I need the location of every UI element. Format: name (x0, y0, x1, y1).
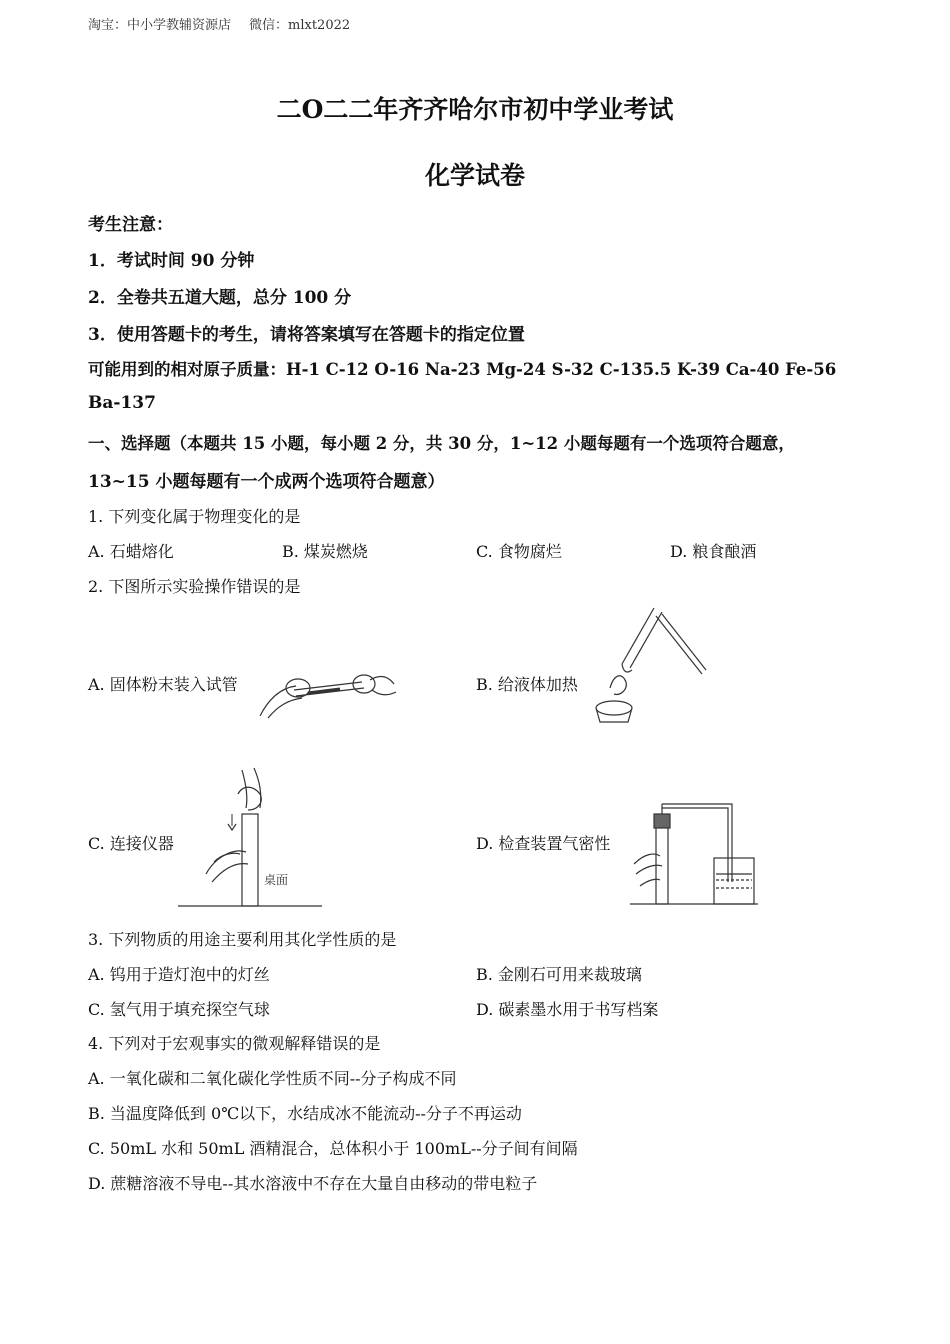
notice-heading: 考生注意： (88, 215, 173, 235)
q4-stem: 4. 下列对于宏观事实的微观解释错误的是 (88, 1034, 381, 1053)
q2-option-b: B. 给液体加热 (476, 675, 578, 694)
q1-option-c: C. 食物腐烂 (476, 542, 562, 561)
atomic-mass-line-2: Ba-137 (88, 393, 156, 413)
q2-option-a: A. 固体粉末装入试管 (88, 675, 238, 694)
q2-option-d: D. 检查装置气密性 (476, 834, 611, 853)
figure-powder-loading (258, 660, 398, 720)
header-wechat: 微信：mlxt2022 (249, 18, 351, 33)
q4-option-a: A. 一氧化碳和二氧化碳化学性质不同--分子构成不同 (88, 1069, 457, 1088)
q4-option-d: D. 蔗糖溶液不导电--其水溶液中不存在大量自由移动的带电粒子 (88, 1174, 538, 1193)
q1-option-b: B. 煤炭燃烧 (282, 542, 368, 561)
q1-option-d: D. 粮食酿酒 (670, 542, 757, 561)
figure-liquid-heating (592, 604, 712, 729)
notice-item-2: 2．全卷共五道大题，总分 100 分 (88, 288, 352, 308)
q3-option-c: C. 氢气用于填充探空气球 (88, 1000, 270, 1019)
exam-subtitle: 化学试卷 (424, 161, 525, 190)
figure-airtightness-check (630, 802, 760, 908)
notice-item-3: 3．使用答题卡的考生，请将答案填写在答题卡的指定位置 (88, 325, 525, 345)
q2-stem: 2. 下图所示实验操作错误的是 (88, 577, 301, 596)
page-header (88, 14, 350, 33)
header-shop: 淘宝：中小学教辅资源店 (88, 18, 232, 33)
section1-heading-line-1: 一、选择题（本题共 15 小题，每小题 2 分，共 30 分，1~12 小题每题有一个选项符合题意， (88, 434, 795, 453)
exam-title: 二O二二年齐齐哈尔市初中学业考试 (276, 95, 674, 124)
atomic-mass-line-1: 可能用到的相对原子质量：H-1 C-12 O-16 Na-23 Mg-24 S-32 C-135.5 K-39 Ca-40 Fe-56 (88, 360, 837, 379)
q4-option-c: C. 50mL 水和 50mL 酒精混合，总体积小于 100mL--分子间有间隔 (88, 1139, 578, 1158)
q3-option-a: A. 钨用于造灯泡中的灯丝 (88, 965, 270, 984)
section1-heading-line-2: 13~15 小题每题有一个成两个选项符合题意） (88, 472, 445, 492)
q3-option-d: D. 碳素墨水用于书写档案 (476, 1000, 659, 1019)
desk-label: 桌面 (264, 873, 289, 887)
q3-stem: 3. 下列物质的用途主要利用其化学性质的是 (88, 930, 397, 949)
figure-connecting-apparatus (176, 764, 326, 914)
q4-option-b: B. 当温度降低到 0℃以下，水结成冰不能流动--分子不再运动 (88, 1104, 522, 1123)
q1-option-a: A. 石蜡熔化 (88, 542, 174, 561)
q2-option-c: C. 连接仪器 (88, 834, 174, 853)
notice-item-1: 1．考试时间 90 分钟 (88, 251, 255, 271)
q1-stem: 1. 下列变化属于物理变化的是 (88, 507, 301, 526)
q3-option-b: B. 金刚石可用来裁玻璃 (476, 965, 642, 984)
